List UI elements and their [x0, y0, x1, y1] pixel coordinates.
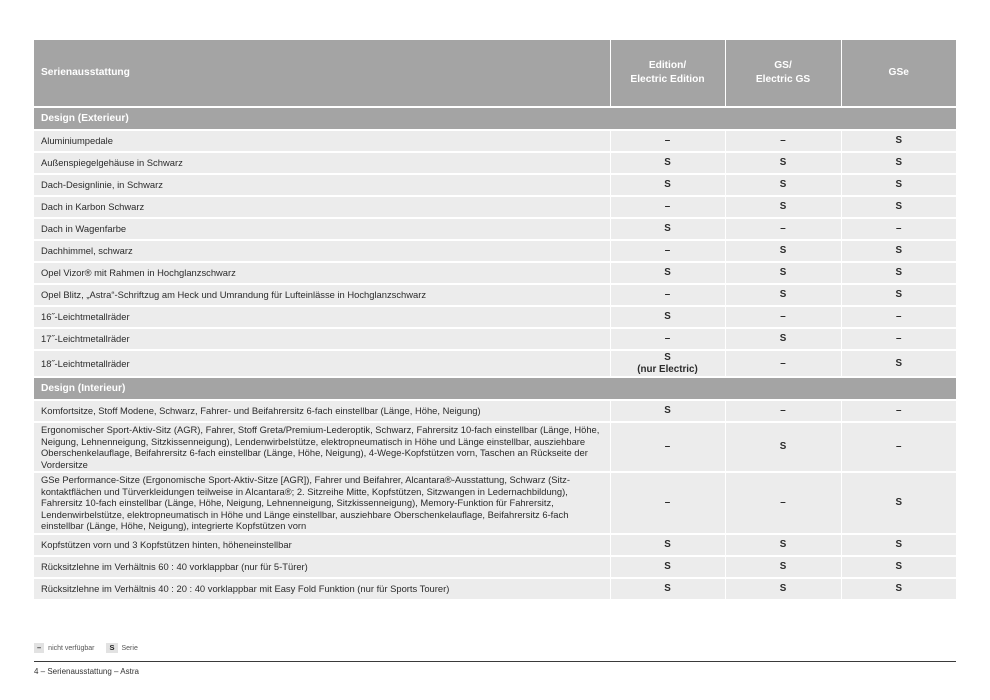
value-gse: S: [841, 556, 956, 578]
feature-label: 18˝-Leichtmetallräder: [34, 350, 610, 377]
value-gs: S: [725, 556, 841, 578]
value-gse: S: [841, 350, 956, 377]
value-gse: S: [841, 472, 956, 534]
table-row: [34, 306, 956, 328]
value-edition: –: [610, 240, 725, 262]
table-row: [34, 350, 956, 377]
value-gs: S: [725, 422, 841, 472]
value-edition: –: [610, 472, 725, 534]
feature-label: 16˝-Leichtmetallräder: [34, 306, 610, 328]
table-row: [34, 262, 956, 284]
value-gse: S: [841, 130, 956, 152]
value-gse: S: [841, 262, 956, 284]
value-gs: S: [725, 240, 841, 262]
table-header-row: [34, 40, 956, 107]
feature-label: Ergonomischer Sport-Aktiv-Sitz (AGR), Fahrer, Stoff Greta/Premium-Lederoptik, Schwarz, Fahrersitz 10-fach einstellbar (Länge, Höhe, Neigung, Lehnenneigung, Sitzkissenneigung), Lendenwirbelstütze, elektropneumatisch in Höhe und Länge einstellbar, ausziehbare Oberschenkelauflage, Beifahrersitz 6-fach einstellbar (Länge, Höhe, Neigung), 4-Wege-Kopfstützen vorn, Taschen an Rückseite der Vordersitze: [34, 422, 610, 472]
value-edition: S: [610, 218, 725, 240]
value-gse: –: [841, 400, 956, 422]
value-edition: S: [610, 152, 725, 174]
value-gs: S: [725, 534, 841, 556]
value-edition: –: [610, 130, 725, 152]
value-gse: –: [841, 328, 956, 350]
legend: [34, 643, 138, 653]
value-edition: S: [610, 306, 725, 328]
header-gs-line1: GS/: [774, 60, 792, 71]
table-row: [34, 328, 956, 350]
value-gs: S: [725, 284, 841, 306]
table-row: [34, 218, 956, 240]
value-edition: S: [610, 556, 725, 578]
feature-label: Aluminiumpedale: [34, 130, 610, 152]
feature-label: Opel Blitz, „Astra“-Schriftzug am Heck und Umrandung für Lufteinlässe in Hochglanzschwarz: [34, 284, 610, 306]
value-edition: –: [610, 196, 725, 218]
value-gs: –: [725, 306, 841, 328]
value-edition: S: [610, 534, 725, 556]
section-title: Design (Exterieur): [34, 107, 956, 130]
header-gse: GSe: [841, 40, 956, 107]
table-row: [34, 578, 956, 600]
value-gs: S: [725, 262, 841, 284]
value-edition: [610, 350, 725, 377]
table-row: [34, 240, 956, 262]
header-feature: Serienausstattung: [34, 40, 610, 107]
value-gse: S: [841, 578, 956, 600]
value-edition: –: [610, 328, 725, 350]
value-edition-symbol: S: [664, 352, 671, 363]
value-edition-note: (nur Electric): [637, 363, 698, 375]
value-gs: –: [725, 130, 841, 152]
feature-label: Außenspiegelgehäuse in Schwarz: [34, 152, 610, 174]
table-row: [34, 400, 956, 422]
value-gse: S: [841, 534, 956, 556]
table-row: [34, 556, 956, 578]
value-edition: –: [610, 422, 725, 472]
value-gse: –: [841, 422, 956, 472]
equipment-table: [34, 40, 956, 601]
legend-s-symbol: S: [106, 643, 117, 653]
value-gse: S: [841, 174, 956, 196]
value-edition: S: [610, 174, 725, 196]
feature-label: GSe Performance-Sitze (Ergonomische Sport-Aktiv-Sitze [AGR]), Fahrer und Beifahrer, Alcantara®-Ausstattung, Schwarz (Sitz-kontaktflächen und Türverkleidungen teilweise in Alcantara®; 2. Sitzreihe Mitte, Kopfstützen, Sitzwangen in Ledernachbildung), Fahrersitz 10-fach einstellbar (Länge, Höhe, Neigung, Lehnenneigung, Sitzkissenneigung), Memory-Funktion für Fahrersitz, Lendenwirbelstütze, elektropneumatisch in Höhe und Länge einstellbar, ausziehbare Oberschenkelauflage, Beifahrersitz 6-fach einstellbar (Länge, Höhe, Neigung), integrierte Kopfstützen vorn: [34, 472, 610, 534]
value-gse: S: [841, 152, 956, 174]
value-gs: S: [725, 578, 841, 600]
value-gse: S: [841, 240, 956, 262]
value-gse: S: [841, 196, 956, 218]
value-gs: S: [725, 328, 841, 350]
value-gs: S: [725, 196, 841, 218]
value-gs: S: [725, 174, 841, 196]
table-row: [34, 472, 956, 534]
header-gs: [725, 40, 841, 107]
header-edition-line1: Edition/: [648, 60, 687, 71]
feature-label: Komfortsitze, Stoff Modene, Schwarz, Fahrer- und Beifahrersitz 6-fach einstellbar (Länge, Höhe, Neigung): [34, 400, 610, 422]
value-gse: –: [841, 306, 956, 328]
legend-s-label: Serie: [121, 644, 138, 652]
table-row: [34, 534, 956, 556]
feature-label: Dach in Karbon Schwarz: [34, 196, 610, 218]
value-gs: –: [725, 400, 841, 422]
value-gs: –: [725, 218, 841, 240]
feature-label: Dachhimmel, schwarz: [34, 240, 610, 262]
value-edition: S: [610, 262, 725, 284]
section-title: Design (Interieur): [34, 377, 956, 400]
table-row: [34, 196, 956, 218]
table-row: [34, 174, 956, 196]
value-gs: S: [725, 152, 841, 174]
header-edition: [610, 40, 725, 107]
footer-page-label: 4 – Serienausstattung – Astra: [34, 667, 139, 676]
value-gs: –: [725, 472, 841, 534]
section-header: [34, 377, 956, 400]
feature-label: Rücksitzlehne im Verhältnis 40 : 20 : 40 vorklappbar mit Easy Fold Funktion (nur für Sports Tourer): [34, 578, 610, 600]
feature-label: Opel Vizor® mit Rahmen in Hochglanzschwarz: [34, 262, 610, 284]
feature-label: 17˝-Leichtmetallräder: [34, 328, 610, 350]
value-edition: –: [610, 284, 725, 306]
value-edition: S: [610, 400, 725, 422]
section-header: [34, 107, 956, 130]
footer-divider: [34, 661, 956, 662]
value-gs: –: [725, 350, 841, 377]
table-row: [34, 284, 956, 306]
value-gse: S: [841, 284, 956, 306]
value-gse: –: [841, 218, 956, 240]
table-row: [34, 422, 956, 472]
legend-dash-label: nicht verfügbar: [48, 644, 95, 652]
table-row: [34, 130, 956, 152]
header-gs-line2: Electric GS: [755, 74, 811, 85]
legend-dash-symbol: –: [34, 643, 44, 653]
feature-label: Dach in Wagenfarbe: [34, 218, 610, 240]
header-edition-line2: Electric Edition: [630, 74, 705, 85]
value-edition: S: [610, 578, 725, 600]
feature-label: Dach-Designlinie, in Schwarz: [34, 174, 610, 196]
feature-label: Kopfstützen vorn und 3 Kopfstützen hinten, höheneinstellbar: [34, 534, 610, 556]
table-row: [34, 152, 956, 174]
feature-label: Rücksitzlehne im Verhältnis 60 : 40 vorklappbar (nur für 5-Türer): [34, 556, 610, 578]
